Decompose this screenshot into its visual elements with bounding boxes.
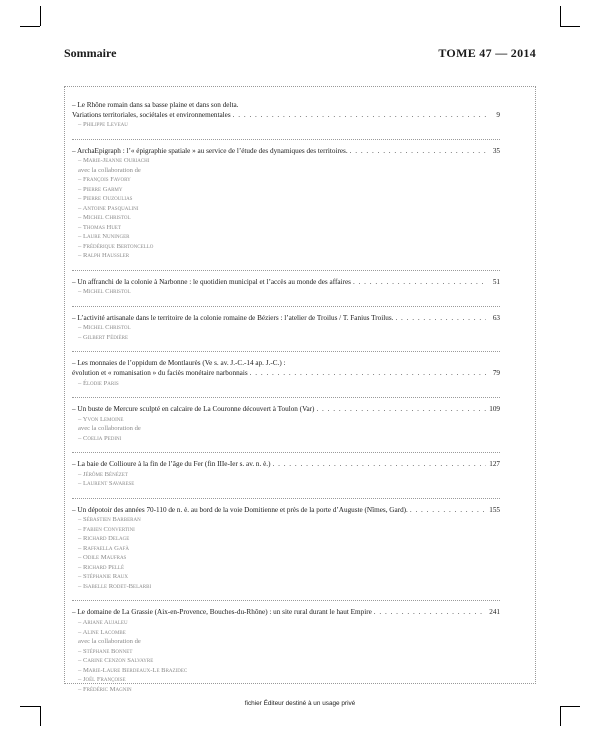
page-header [64, 46, 536, 61]
author-name: – Richard Delage [78, 535, 130, 543]
author-name: – Marie-Laure Berdeaux-Le Brazidec [78, 666, 188, 674]
crop-mark [20, 26, 40, 27]
entry-title[interactable] [72, 405, 500, 415]
page-number: 79 [492, 369, 500, 378]
entry-title-text: – La baie de Collioure à la fin de l’âge du Fer (fin IIIe-Ier s. av. n. è.) [72, 460, 271, 469]
page-number: 127 [489, 460, 500, 469]
table-of-contents [72, 101, 500, 694]
author-list [72, 470, 500, 489]
author-list [72, 156, 500, 261]
author-name: – Odile Maufras [78, 554, 127, 562]
entry-title-text: – Les monnaies de l’oppidum de Montlaurès (Ve s. av. J.-C.-14 ap. J.-C.) : [72, 359, 286, 368]
entry-title-text: évolution et « romanisation » du faciès monétaire narbonnais [72, 369, 248, 378]
leader-dots [316, 405, 486, 415]
footer-notice: fichier Éditeur destiné à un usage privé [244, 700, 356, 707]
page-number: 241 [489, 608, 500, 617]
toc-entry[interactable] [72, 351, 500, 388]
author-list [72, 515, 500, 591]
page-number: 63 [492, 313, 500, 322]
section-title: Sommaire [64, 46, 117, 60]
entry-title-text: – ArchaEpigraph : l’« épigraphie spatiale » au service de l’étude des dynamiques des territoires. [72, 146, 348, 155]
entry-title[interactable] [72, 369, 500, 379]
collaboration-note: avec la collaboration de [78, 425, 141, 433]
author-name: – Joël Françoise [78, 676, 126, 684]
author-name: – Frédérique Bertoncello [78, 242, 154, 250]
author-list [72, 323, 500, 342]
author-list [72, 120, 500, 130]
author-list [72, 379, 500, 389]
entry-title[interactable] [72, 608, 500, 618]
entry-title-text: – Un affranchi de la colonie à Narbonne : le quotidien municipal et l’accès au monde des affaires [72, 277, 351, 286]
toc-entry[interactable] [72, 498, 500, 592]
author-name: – Thomas Huet [78, 223, 122, 231]
page-number: 109 [489, 405, 500, 414]
author-name: – Sébastien Barberan [78, 516, 141, 524]
author-name: – Michel Christol [78, 288, 131, 296]
author-list [72, 287, 500, 297]
leader-dots [350, 147, 486, 157]
author-name: – François Favory [78, 176, 131, 184]
author-name: – Philippe Leveau [78, 121, 128, 129]
author-name: – Antoine Pasqualini [78, 204, 139, 212]
toc-entry[interactable] [72, 139, 500, 261]
crop-mark [40, 706, 41, 726]
toc-entry[interactable] [72, 397, 500, 443]
author-name: – Gilbert Fédière [78, 333, 128, 341]
leader-dots [233, 111, 486, 121]
entry-title[interactable] [72, 111, 500, 121]
author-name: – Michel Christol [78, 324, 131, 332]
entry-title[interactable] [72, 147, 500, 157]
crop-mark [40, 6, 41, 26]
toc-entry[interactable] [72, 600, 500, 694]
author-name: – Raffaella Gafà [78, 544, 129, 552]
author-name: – Aline Lacombe [78, 628, 126, 636]
author-name: – Pierre Ouzoulias [78, 195, 133, 203]
volume-label: TOME 47 — 2014 [438, 46, 536, 60]
author-name: – Isabelle Rodet-Belarbi [78, 582, 152, 590]
page-number: 51 [492, 277, 500, 286]
page-number: 155 [489, 505, 500, 514]
author-name: – Marie-Jeanne Ouriachi [78, 157, 150, 165]
page-number: 9 [496, 110, 500, 119]
author-name: – Frédéric Magnin [78, 685, 132, 693]
author-name: – Coelia Pedini [78, 434, 122, 442]
entry-title[interactable] [72, 506, 500, 516]
author-list [72, 618, 500, 694]
author-name: – Richard Pellé [78, 563, 125, 571]
collaboration-note: avec la collaboration de [78, 166, 141, 174]
author-name: – Élodie Paris [78, 379, 119, 387]
crop-mark [560, 6, 561, 26]
toc-entry[interactable] [72, 452, 500, 489]
crop-mark [560, 26, 580, 27]
author-name: – Laurent Savarese [78, 480, 135, 488]
toc-entry[interactable] [72, 270, 500, 297]
entry-title-text: – Un dépotoir des années 70-110 de n. è. au bord de la voie Domitienne et près de la porte d’Auguste (Nîmes, Gard). [72, 505, 408, 514]
entry-title-text: – Un buste de Mercure sculpté en calcaire de La Couronne découvert à Toulon (Var) [72, 405, 315, 414]
leader-dots [395, 314, 486, 324]
entry-title-text: – Le Rhône romain dans sa basse plaine et dans son delta. [72, 101, 239, 109]
leader-dots [250, 369, 486, 379]
author-name: – Pierre Garmy [78, 185, 123, 193]
entry-title-text: Variations territoriales, sociétales et environnementales [72, 110, 231, 119]
leader-dots [353, 278, 486, 288]
author-name: – Jérôme Bénézet [78, 470, 128, 478]
author-name: – Stéphane Bonnet [78, 647, 133, 655]
leader-dots [410, 506, 486, 516]
entry-title-text: – Le domaine de La Grassie (Aix-en-Provence, Bouches-du-Rhône) : un site rural durant le haut Empire [72, 608, 372, 617]
toc-entry[interactable] [72, 101, 500, 130]
author-name: – Fabien Convertini [78, 525, 135, 533]
leader-dots [374, 608, 486, 618]
entry-title[interactable] [72, 314, 500, 324]
entry-title[interactable] [72, 278, 500, 288]
author-name: – Ariane Aujaleu [78, 619, 128, 627]
author-list [72, 415, 500, 444]
crop-mark [560, 706, 561, 726]
author-name: – Ralph Haussler [78, 252, 130, 260]
author-name: – Yvon Lemoine [78, 415, 124, 423]
author-name: – Laure Nuninger [78, 233, 130, 241]
collaboration-note: avec la collaboration de [78, 638, 141, 646]
author-name: – Michel Christol [78, 214, 131, 222]
author-name: – Stéphanie Raux [78, 573, 128, 581]
toc-entry[interactable] [72, 306, 500, 343]
author-name: – Carine Cenzon Salvayre [78, 657, 154, 665]
entry-title[interactable] [72, 460, 500, 470]
page-number: 35 [492, 146, 500, 155]
leader-dots [273, 460, 486, 470]
entry-title-text: – L’activité artisanale dans le territoire de la colonie romaine de Béziers : l’atelier de Troilus / T. Fanius Troilus. [72, 313, 394, 322]
